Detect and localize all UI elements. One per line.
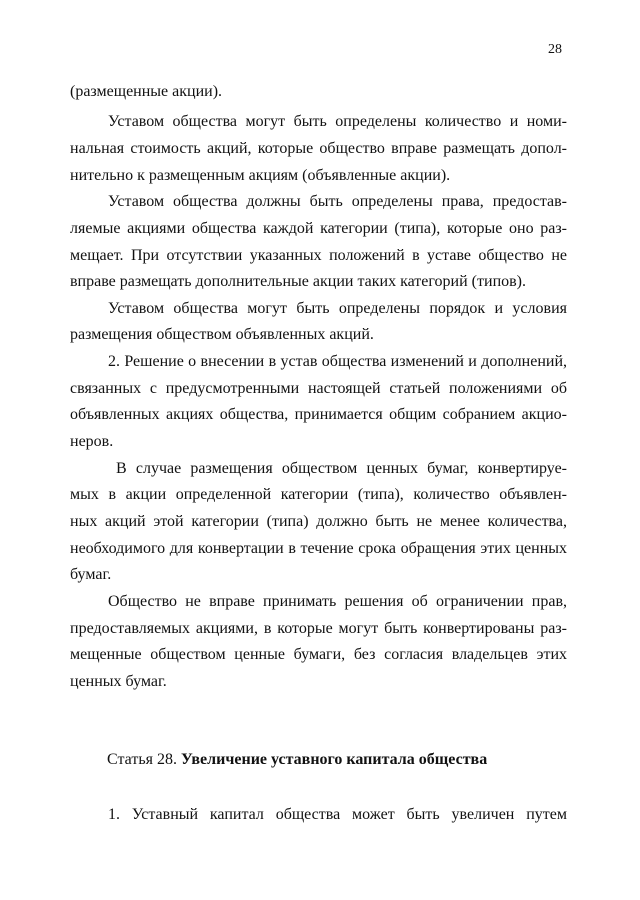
text-line: предоставляемых акциями, в которые могут быть конвертированы раз- (70, 620, 567, 637)
text-line: вправе размещать дополнительные акции таких категорий (типов). (70, 273, 527, 290)
text-line: необходимого для конвертации в течение срока обращения этих ценных (70, 540, 567, 557)
article-title: Увеличение уставного капитала общества (180, 751, 488, 768)
text-line: мещает. При отсутствии указанных положений в уставе общество не (70, 247, 567, 264)
text-line: 1. Уставный капитал общества может быть увеличен путем (108, 806, 567, 823)
text-line: мых в акции определенной категории (типа), количество объявлен- (70, 486, 567, 503)
text-line: размещения обществом объявленных акций. (70, 326, 374, 343)
article-heading (107, 750, 487, 770)
text-line: Уставом общества могут быть определены количество и номи- (108, 113, 567, 130)
text-line: 2. Решение о внесении в устав общества изменений и дополнений, (108, 353, 567, 370)
text-line: нальная стоимость акций, которые общество вправе размещать допол- (70, 140, 567, 157)
text-line: Общество не вправе принимать решения об ограничении прав, (108, 593, 567, 610)
text-line: связанных с предусмотренными настоящей статьей положениями об (70, 380, 567, 397)
text-line: нительно к размещенным акциям (объявленные акции). (70, 167, 451, 184)
text-line: В случае размещения обществом ценных бумаг, конвертируе- (116, 460, 567, 477)
text-line: объявленных акциях общества, принимается общим собранием акцио- (70, 406, 567, 423)
text-line: неров. (70, 433, 114, 450)
text-line: ценных бумаг. (70, 673, 167, 690)
text-line: ляемые акциями общества каждой категории (типа), которые оно раз- (70, 220, 567, 237)
text-line: Уставом общества могут быть определены порядок и условия (108, 300, 567, 317)
text-line: (размещенные акции). (70, 83, 223, 100)
text-line: ных акций этой категории (типа) должно быть не менее количества, (70, 513, 567, 530)
text-line: Уставом общества должны быть определены права, предостав- (108, 193, 567, 210)
article-number: Статья 28. (107, 751, 177, 768)
page-number: 28 (548, 42, 562, 57)
text-line: бумаг. (70, 566, 112, 583)
text-line: мещенные обществом ценные бумаги, без согласия владельцев этих (70, 646, 567, 663)
